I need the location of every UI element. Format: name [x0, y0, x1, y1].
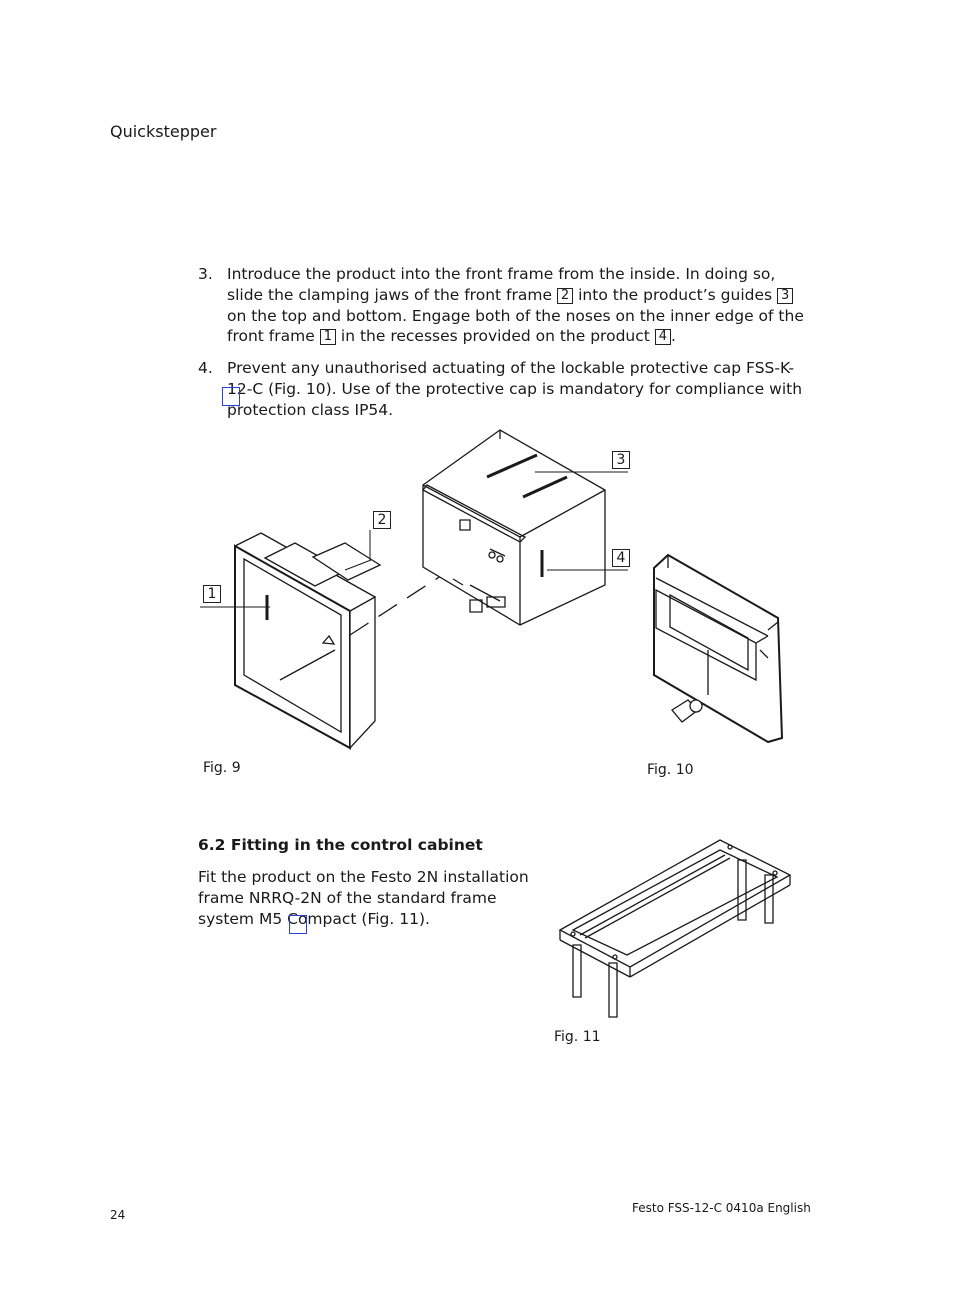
section-title: 6.2 Fitting in the control cabinet [198, 836, 483, 854]
fig9-illustration [195, 425, 615, 755]
fig10-illustration [648, 550, 788, 745]
instruction-list [198, 264, 808, 432]
step-number: 3. [198, 265, 213, 283]
running-header: Quickstepper [110, 122, 217, 141]
callout-2: 2 [373, 511, 391, 529]
callout-3: 3 [612, 451, 630, 469]
callout-1: 1 [203, 585, 221, 603]
fig10-link[interactable] [222, 387, 240, 406]
step-4 [198, 358, 808, 420]
step-3 [198, 264, 808, 347]
ref-box-3: 3 [777, 288, 793, 304]
step-number: 4. [198, 359, 213, 378]
fig11-illustration [555, 835, 795, 1025]
callout-4: 4 [612, 549, 630, 567]
ref-box-2: 2 [557, 288, 573, 304]
fig11-caption: Fig. 11 [554, 1029, 601, 1045]
ref-box-4: 4 [655, 329, 671, 345]
fig9-caption: Fig. 9 [203, 760, 241, 776]
step-text: Prevent any unauthorised actuating of the lockable protective cap FSS-K-12-C (Fig. 10). Use of the protective cap is mandatory for compliance with protection class IP54. [227, 359, 803, 419]
page-number: 24 [110, 1208, 126, 1222]
footer-document: Festo FSS-12-C 0410a English [632, 1201, 811, 1215]
step-text: Introduce the product into the front frame from the inside. In doing so, slide the clamping jaws of the front frame 2 into the product’s guides 3 on the top and bottom. Engage both of the noses on the inner edge of the front frame 1 in the recesses provided on the product 4 . [227, 265, 804, 346]
ref-box-1: 1 [320, 329, 336, 345]
section-body: Fit the product on the Festo 2N installation frame NRRQ-2N of the standard frame system M5 Compact (Fig. 11). [198, 868, 529, 928]
fig11-link[interactable] [289, 915, 307, 934]
fig10-caption: Fig. 10 [647, 762, 694, 778]
